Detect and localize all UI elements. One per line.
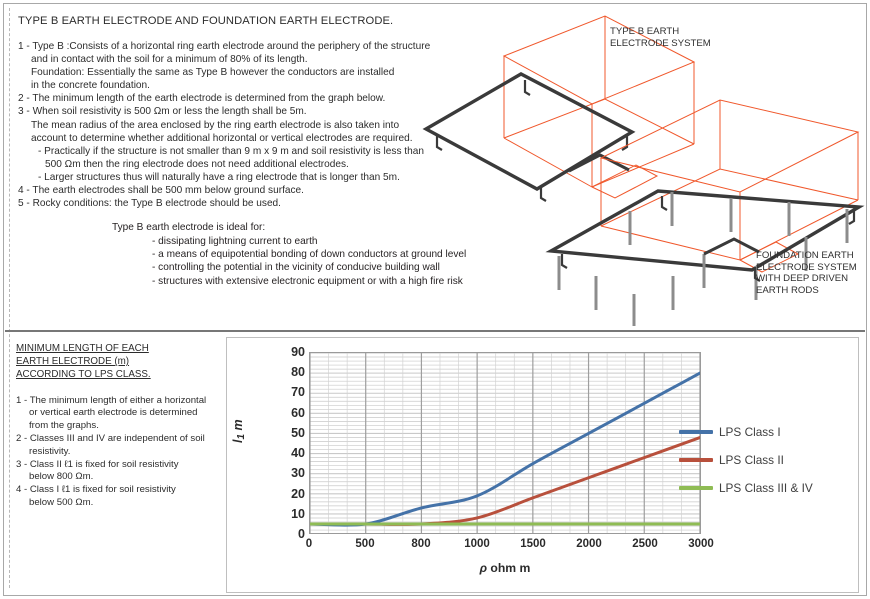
bottom-notes-list [16, 395, 216, 510]
chart-legend [679, 418, 854, 502]
bottom-text-block [16, 342, 216, 510]
left-dashed-rule [9, 8, 10, 588]
note-line: - Practically if the structure is not smaller than 9 m x 9 m and soil resistivity is less than [38, 145, 424, 157]
bottom-note-line: 4 - Class I ℓ1 is fixed for soil resistivity [16, 484, 176, 496]
ideal-for-item: - dissipating lightning current to earth [152, 235, 318, 247]
bottom-note-line: 2 - Classes III and IV are independent of soil [16, 433, 205, 444]
note-line: account to determine whether additional horizontal or vertical electrodes are required. [31, 132, 413, 144]
bottom-note-line: or vertical earth electrode is determined [29, 407, 198, 419]
note-line: 3 - When soil resistivity is 500 Ωm or less the length shall be 5m. [18, 106, 307, 118]
bottom-note-line: resistivity. [29, 445, 71, 457]
note-line: 1 - Type B :Consists of a horizontal ring earth electrode around the periphery of the structure [18, 41, 431, 52]
note-line: - Larger structures thus will naturally have a ring electrode that is longer than 5m. [38, 171, 400, 183]
chart-y-tick-label: 30 [291, 466, 305, 481]
isometric-diagrams [404, 4, 866, 326]
chart-legend-item[interactable] [679, 474, 854, 502]
foundation-diagram-label [756, 250, 857, 296]
chart-y-axis-ticks [257, 345, 305, 541]
legend-color-swatch [679, 458, 713, 462]
chart-legend-item[interactable] [679, 446, 854, 474]
chart-x-tick-label: 1500 [520, 538, 546, 550]
chart-y-tick-label: 0 [298, 527, 305, 541]
top-notes-list [18, 40, 438, 210]
note-line: 4 - The earth electrodes shall be 500 mm below ground surface. [18, 185, 304, 197]
chart-x-axis-ticks [305, 538, 714, 558]
chart-y-tick-label: 50 [291, 425, 305, 440]
chart-y-tick-label: 70 [291, 385, 305, 400]
chart-legend-item[interactable] [679, 418, 854, 446]
ideal-for-block [18, 221, 467, 288]
type-b-label-line2: ELECTRODE SYSTEM [610, 37, 711, 49]
foundation-structure-wireframe [572, 100, 859, 272]
note-line: in the concrete foundation. [31, 80, 150, 92]
bottom-note-line: below 500 Ωm. [29, 496, 94, 508]
top-text-block [18, 15, 467, 288]
legend-label: LPS Class I [719, 425, 781, 439]
section-divider [5, 330, 865, 332]
note-line: The mean radius of the area enclosed by the ring earth electrode is also taken into [31, 119, 400, 131]
note-line: 500 Ωm then the ring electrode does not need additional electrodes. [45, 158, 349, 170]
page-title: TYPE B EARTH ELECTRODE AND FOUNDATION EARTH ELECTRODE. [18, 15, 394, 27]
chart-gridlines [310, 353, 700, 534]
chart-series-svg [310, 353, 700, 534]
chart-y-tick-label: 10 [291, 506, 305, 521]
ideal-for-item: - structures with extensive electronic equipment or with a high fire risk [152, 275, 463, 287]
chart-y-axis-label: l1 m [231, 419, 247, 443]
chart-y-tick-label: 60 [291, 405, 305, 420]
chart-x-axis-label: ρ ohm m [479, 561, 531, 575]
chart-plot-area [309, 352, 701, 534]
ideal-for-item: - a means of equipotential bonding of down conductors at ground level [152, 249, 467, 261]
bottom-heading-line3: ACCORDING TO LPS CLASS. [16, 369, 151, 381]
legend-color-swatch [679, 486, 713, 490]
bottom-note-line: below 800 Ωm. [29, 471, 94, 483]
ideal-for-item: - controlling the potential in the vicinity of conducive building wall [152, 262, 440, 274]
chart-x-tick-label: 2000 [576, 538, 602, 550]
foundation-label-line3: WITH DEEP DRIVEN [756, 273, 849, 285]
type-b-label-line1: TYPE B EARTH [610, 26, 680, 37]
bottom-note-line: 3 - Class II ℓ1 is fixed for soil resistivity [16, 458, 179, 470]
foundation-label-line1: FOUNDATION EARTH [756, 250, 854, 261]
foundation-label-line4: EARTH RODS [756, 284, 819, 296]
type-b-diagram-label [610, 26, 711, 49]
note-line: and in contact with the soil for a minimum of 80% of its length. [31, 54, 308, 66]
chart-y-tick-label: 20 [291, 486, 305, 501]
ideal-for-heading: Type B earth electrode is ideal for: [112, 222, 266, 234]
bottom-heading-line1: MINIMUM LENGTH OF EACH [16, 343, 149, 354]
note-line: 5 - Rocky conditions: the Type B electrode should be used. [18, 198, 281, 210]
chart-y-tick-label: 90 [291, 345, 305, 359]
chart-x-tick-label: 800 [411, 538, 431, 550]
bottom-note-line: 1 - The minimum length of either a horizontal [16, 394, 207, 406]
chart-series-line [310, 373, 700, 525]
chart-x-tick-label: 1000 [464, 538, 490, 550]
foundation-label-line2: ELECTRODE SYSTEM [756, 261, 857, 273]
legend-label: LPS Class II [719, 453, 784, 467]
chart-panel [226, 337, 859, 593]
chart-x-tick-label: 3000 [688, 538, 714, 550]
bottom-note-line: from the graphs. [29, 420, 99, 432]
chart-x-tick-label: 500 [355, 538, 375, 550]
bottom-heading-line2: EARTH ELECTRODE (m) [16, 356, 130, 368]
note-line: 2 - The minimum length of the earth electrode is determined from the graph below. [18, 93, 386, 105]
legend-label: LPS Class III & IV [719, 481, 813, 495]
note-line: Foundation: Essentially the same as Type B however the conductors are installed [31, 67, 395, 79]
bottom-heading [16, 342, 216, 382]
chart-y-tick-label: 40 [291, 446, 305, 461]
chart-y-tick-label: 80 [291, 365, 305, 380]
type-b-electrode-risers [437, 80, 627, 201]
chart-x-tick-label: 0 [305, 538, 313, 550]
chart-x-tick-label: 2500 [632, 538, 658, 550]
foundation-electrode-lead [704, 239, 759, 254]
legend-color-swatch [679, 430, 713, 434]
